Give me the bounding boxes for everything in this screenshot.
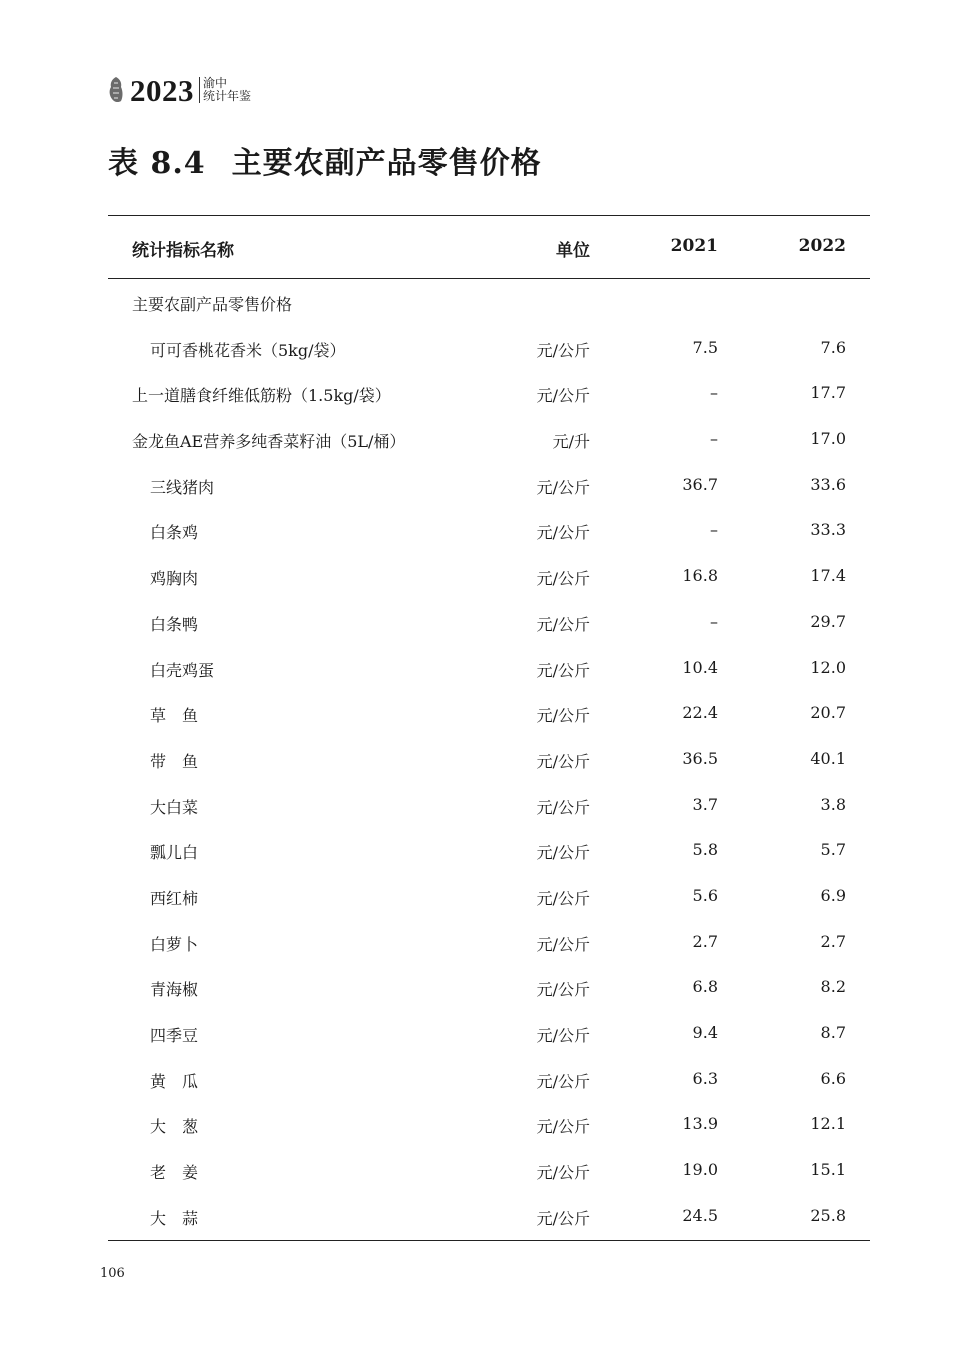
table-bottom-rule [108,1240,870,1241]
row-unit: 元/公斤 [536,888,590,908]
row-value-2022: 8.2 [820,977,846,997]
row-name: 白条鸭 [150,614,199,634]
table-row [108,1101,870,1147]
table-row [108,462,870,508]
row-value-2022: 17.7 [810,383,846,403]
row-name: 鸡胸肉 [150,569,199,589]
row-unit: 元/公斤 [536,614,590,634]
header-unit: 单位 [556,241,590,261]
table-row [108,1010,870,1056]
row-name: 黄 瓜 [150,1071,199,1091]
row-value-2021: – [710,383,718,403]
table-row [108,690,870,736]
row-value-2021: 19.0 [682,1160,718,1180]
table-number: 表 8.4 [108,146,206,181]
yearbook-header [106,70,251,110]
row-value-2022: 17.0 [810,429,846,449]
row-unit: 元/公斤 [536,569,590,589]
row-unit: 元/公斤 [536,1163,590,1183]
table-row [108,964,870,1010]
row-value-2021: 2.7 [692,931,718,951]
row-value-2021: 13.9 [682,1114,718,1134]
row-value-2022: 5.7 [820,840,846,860]
page-title [108,138,542,182]
row-unit: 元/公斤 [536,1026,590,1045]
row-unit: 元/公斤 [536,386,590,406]
row-unit: 元/公斤 [536,523,590,543]
table-row [108,599,870,645]
price-table [108,215,870,1241]
row-value-2022: 17.4 [810,566,846,586]
row-unit: 元/公斤 [536,797,590,817]
row-value-2022: 6.6 [820,1068,846,1088]
row-value-2022: 12.0 [810,657,846,677]
table-body [108,279,870,1238]
row-name: 四季豆 [150,1026,199,1045]
row-value-2021: 3.7 [692,794,718,814]
row-value-2022: 6.9 [820,885,846,905]
row-value-2022: 40.1 [810,748,846,768]
yearbook-subtitle-line2: 统计年鉴 [203,89,252,103]
row-value-2021: 10.4 [682,657,718,677]
yearbook-subtitle [199,77,251,103]
row-value-2021: 24.5 [682,1205,718,1225]
row-value-2021: 22.4 [682,703,718,723]
row-unit: 元/公斤 [536,934,590,954]
header-year-2022: 2022 [798,236,846,256]
table-row [108,553,870,599]
row-name: 白萝卜 [150,934,199,954]
table-row [108,416,870,462]
pagoda-logo-icon [106,75,126,105]
row-name: 瓢儿白 [150,843,199,863]
row-unit: 元/公斤 [536,843,590,863]
row-unit: 元/升 [552,432,590,452]
row-unit: 元/公斤 [536,660,590,680]
row-name: 白条鸡 [150,523,199,543]
row-value-2021: 36.7 [682,474,718,494]
row-value-2021: 5.6 [692,885,718,905]
row-value-2021: 6.3 [692,1068,718,1088]
table-row [108,1056,870,1102]
row-name: 白壳鸡蛋 [150,660,215,680]
table-row [108,645,870,691]
table-row [108,1147,870,1193]
row-unit: 元/公斤 [536,706,590,726]
row-unit: 元/公斤 [536,980,590,1000]
table-row [108,370,870,416]
row-value-2022: 25.8 [810,1205,846,1225]
table-row [108,919,870,965]
row-unit: 元/公斤 [536,1117,590,1137]
row-value-2021: 36.5 [682,748,718,768]
row-value-2021: 9.4 [692,1023,718,1042]
row-unit: 元/公斤 [536,751,590,771]
row-name: 大 葱 [150,1117,199,1137]
row-name: 草 鱼 [150,706,199,726]
row-value-2022: 8.7 [820,1023,846,1042]
row-value-2021: 5.8 [692,840,718,860]
table-row [108,736,870,782]
yearbook-subtitle-line1: 渝中 [203,76,228,90]
table-header-row [108,216,870,279]
row-value-2022: 12.1 [810,1114,846,1134]
row-name: 西红柿 [150,888,199,908]
row-value-2021: – [710,520,718,540]
row-value-2022: 3.8 [820,794,846,814]
page-number: 106 [100,1266,125,1281]
row-value-2022: 33.3 [810,520,846,540]
row-value-2021: 7.5 [692,337,718,357]
row-value-2021: – [710,611,718,631]
row-value-2022: 29.7 [810,611,846,631]
row-value-2021: – [710,429,718,449]
row-unit: 元/公斤 [536,340,590,360]
row-value-2022: 2.7 [820,931,846,951]
row-value-2021: 16.8 [682,566,718,586]
row-name: 三线猪肉 [150,477,215,497]
row-value-2022: 33.6 [810,474,846,494]
row-name: 大白菜 [150,797,199,817]
row-value-2022: 15.1 [810,1160,846,1180]
row-unit: 元/公斤 [536,1071,590,1091]
row-name: 金龙鱼AE营养多纯香菜籽油（5L/桶） [132,432,406,452]
table-row [108,1193,870,1239]
row-value-2022: 7.6 [820,337,846,357]
row-name: 大 蒜 [150,1208,199,1228]
row-name: 老 姜 [150,1163,199,1183]
table-row [108,873,870,919]
table-row [108,507,870,553]
table-row [108,279,870,325]
row-unit: 元/公斤 [536,1208,590,1228]
row-name: 可可香桃花香米（5kg/袋） [150,340,346,360]
table-row [108,782,870,828]
table-title: 主要农副产品零售价格 [231,146,542,181]
header-year-2021: 2021 [670,236,718,256]
row-name: 主要农副产品零售价格 [132,295,293,314]
row-unit: 元/公斤 [536,477,590,497]
header-indicator-name: 统计指标名称 [132,241,234,261]
row-name: 上一道膳食纤维低筋粉（1.5kg/袋） [132,386,391,406]
row-value-2022: 20.7 [810,703,846,723]
table-row [108,325,870,371]
row-name: 带 鱼 [150,751,199,771]
table-row [108,827,870,873]
yearbook-year: 2023 [130,72,194,108]
row-name: 青海椒 [150,980,199,1000]
row-value-2021: 6.8 [692,977,718,997]
